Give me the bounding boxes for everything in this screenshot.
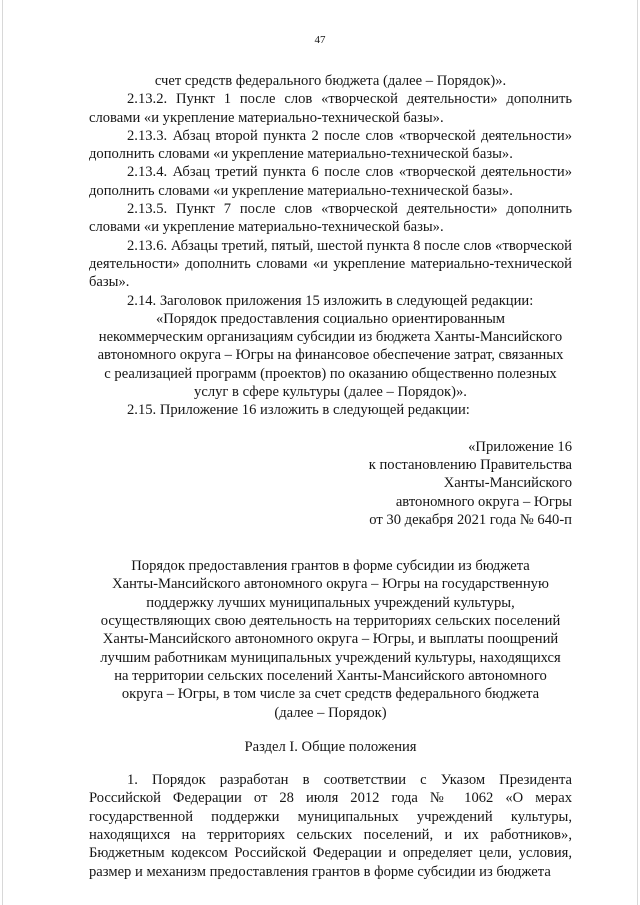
- page-number: 47: [314, 34, 326, 46]
- amendment-2-13-6: 2.13.6. Абзацы третий, пятый, шестой пункта 8 после слов «творческой деятельности» дополнить словами «и укрепление материально-технической базы».: [89, 237, 572, 291]
- document-title-line: (далее – Порядок): [274, 704, 387, 721]
- approval-line: от 30 декабря 2021 года № 640-п: [369, 511, 572, 528]
- scan-edge-right: [637, 0, 638, 905]
- scan-edge-left: [2, 0, 3, 905]
- amendment-2-13-4: 2.13.4. Абзац третий пункта 6 после слов «творческой деятельности» дополнить словами «и укрепление материально-технической базы».: [89, 164, 572, 199]
- appendix-15-heading-line: с реализацией программ (проектов) по оказанию общественно полезных: [104, 365, 557, 382]
- approval-line: автономного округа – Югры: [395, 493, 572, 510]
- document-title-line: поддержку лучших муниципальных учреждений культуры,: [146, 594, 515, 611]
- amendment-2-13-3: 2.13.3. Абзац второй пункта 2 после слов «творческой деятельности» дополнить словами «и укрепление материально-технической базы».: [89, 127, 572, 163]
- amendment-continuation: счет средств федерального бюджета (далее – Порядок)».: [154, 73, 507, 89]
- appendix-15-new-heading: [89, 310, 572, 401]
- document-title-line: на территории сельских поселений Ханты-Мансийского автономного: [114, 667, 547, 684]
- approval-line: «Приложение 16: [468, 438, 572, 455]
- section-heading: Раздел I. Общие положения: [244, 738, 417, 755]
- approval-line: к постановлению Правительства: [368, 456, 572, 473]
- approval-line: Ханты-Мансийского: [443, 475, 572, 492]
- document-title-line: Ханты-Мансийского автономного округа – Югры, и выплаты поощрений: [102, 631, 559, 648]
- appendix-15-heading-line: услуг в сфере культуры (далее – Порядок)».: [194, 384, 467, 401]
- document-title-line: Порядок предоставления грантов в форме субсидии из бюджета: [131, 558, 530, 575]
- appendix-15-heading-line: автономного округа – Югры на финансовое обеспечение затрат, связанных: [97, 347, 564, 364]
- page-content: [89, 72, 572, 881]
- amendment-2-13-5: 2.13.5. Пункт 7 после слов «творческой деятельности» дополнить словами «и укрепление материально-технической базы».: [89, 201, 572, 236]
- appendix-15-heading-line: некоммерческим организациям субсидии из бюджета Ханты-Мансийского: [98, 329, 563, 346]
- amendment-2-14: 2.14. Заголовок приложения 15 изложить в следующей редакции:: [127, 292, 534, 309]
- document-title-line: округа – Югры, в том числе за счет средств федерального бюджета: [121, 686, 540, 703]
- paragraph-1: 1. Порядок разработан в соответствии с Указом Президента Российской Федерации от 28 июля 2012 года № 1062 «О мерах государственной поддержки муниципальных учреждений культуры, находящихся на территориях сельских поселений, и их работников», Бюджетным кодексом Российской Федерации и определяет цели, условия, размер и механизм предоставления грантов в форме субсидии из бюджета: [89, 772, 572, 880]
- document-title-line: лучшим работникам муниципальных учреждений культуры, находящихся: [100, 649, 561, 666]
- document-title-line: Ханты-Мансийского автономного округа – Югры на государственную: [112, 576, 549, 593]
- appendix-15-heading-line: «Порядок предоставления социально ориентированным: [155, 310, 506, 327]
- document-title: [89, 557, 572, 722]
- amendment-2-13-2: 2.13.2. Пункт 1 после слов «творческой деятельности» дополнить словами «и укрепление материально-технической базы».: [89, 91, 572, 126]
- amendment-2-15: 2.15. Приложение 16 изложить в следующей редакции:: [127, 402, 470, 419]
- approval-block: [89, 438, 572, 529]
- document-title-line: осуществляющих свою деятельность на территориях сельских поселений: [100, 613, 561, 630]
